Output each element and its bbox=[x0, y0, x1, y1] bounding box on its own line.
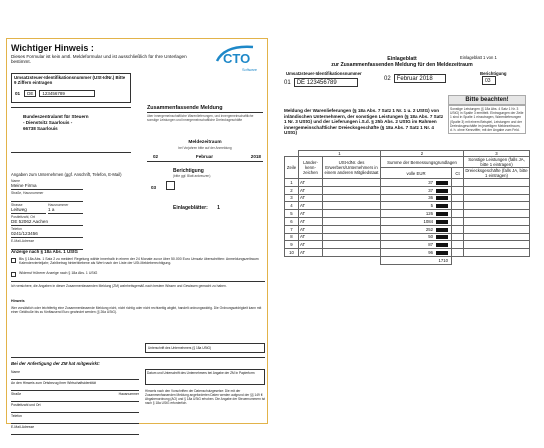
ustid-cell[interactable] bbox=[323, 179, 381, 187]
column-number: 1 bbox=[299, 151, 381, 157]
meldezeitraum-row bbox=[384, 74, 446, 83]
column-number: 2 bbox=[381, 151, 464, 157]
table-row bbox=[285, 186, 530, 194]
ustid-cell[interactable] bbox=[323, 217, 381, 225]
row-number: 1 bbox=[285, 179, 299, 187]
anzeige-option-2 bbox=[11, 271, 265, 277]
hint-text: Dieses Formular ist kein amtl. Meldeformular und ist ausschließlich für Ihre Unterlagen bestimmt. bbox=[11, 54, 187, 65]
assistant-section-title: Bei der Anfertigung der ZM hat mitgewirkt: bbox=[11, 361, 100, 366]
row-number: 4 bbox=[285, 202, 299, 210]
recipient-line-1: Bundeszentralamt für Steuern bbox=[23, 114, 89, 119]
ustid-cell[interactable] bbox=[323, 249, 381, 257]
declaration-text: Ich versichere, die Angaben in dieser Zusammenfassenden Meldung (ZM) wahrheitsgemäß nach bestem Wissen und Gewissen gemacht zu haben. bbox=[11, 284, 227, 288]
header-ustid: USt-IdNr. des Erwerbers/Unternehmers in einem anderen Mitgliedstaat bbox=[323, 157, 381, 179]
flag-cell[interactable] bbox=[464, 202, 530, 210]
company-fields bbox=[11, 179, 83, 251]
country-code-cell[interactable]: AT bbox=[299, 194, 323, 202]
ustid-cell[interactable] bbox=[323, 225, 381, 233]
phone-field[interactable]: 0241/123456 bbox=[11, 231, 83, 238]
header-zeile: Zeile bbox=[285, 157, 299, 179]
assistant-phone-field[interactable]: Telefon bbox=[11, 413, 139, 424]
header-betrag-unit: volle EUR bbox=[381, 168, 452, 179]
header-betrag: Summe der Bemessungsgrundlagen bbox=[381, 157, 464, 168]
amount-cell[interactable] bbox=[381, 202, 452, 210]
amount-cell[interactable] bbox=[381, 233, 452, 241]
row-number: 7 bbox=[285, 225, 299, 233]
flag-cell[interactable] bbox=[464, 241, 530, 249]
ustid-cell[interactable] bbox=[323, 241, 381, 249]
amount-cell[interactable] bbox=[381, 225, 452, 233]
country-code-cell[interactable]: AT bbox=[299, 241, 323, 249]
company-name-field[interactable]: Meine Firma bbox=[11, 183, 83, 190]
ust-id-label: Umsatzsteuer-Identifikationsnummer bbox=[286, 71, 362, 76]
ust-country-field[interactable]: DE bbox=[24, 90, 36, 97]
berichtigung-label: Berichtigung bbox=[480, 71, 507, 76]
field-label-phone: Telefon bbox=[11, 227, 22, 231]
row-number: 6 bbox=[285, 217, 299, 225]
row-number: 9 bbox=[285, 241, 299, 249]
notice-text: Sonstige Leistungen (§ 18a Abs. 4 Satz 1 Nr. 3 UStG) in Spalte 3 ermittelt. Eintragungen der Zeile 1 sind in Spalte 1 einzutragen, Warenlieferungen (Spalte 3) mit einem Beispiel, Leistungen und der Dreiecksgeschäfte im jeweiligen Meldezeitraum, d. h. ohne Kennziffer, mit der Angabe zum Feld. bbox=[448, 105, 526, 134]
amount-value: 96 bbox=[428, 250, 433, 256]
assistant-city-field[interactable]: Postleitzahl und Ort bbox=[11, 402, 139, 413]
ust-id-row bbox=[284, 78, 358, 87]
amount-value: 5 bbox=[430, 203, 433, 209]
amount-value: 126 bbox=[425, 211, 433, 217]
ust-code-label: 01 bbox=[15, 91, 21, 96]
meldezeitraum-year[interactable]: 2018 bbox=[250, 154, 261, 159]
recipient-address bbox=[11, 107, 131, 153]
cent-cell[interactable] bbox=[452, 249, 464, 257]
table-row bbox=[285, 217, 530, 225]
assistant-note-field[interactable]: An den Hinweis zum Ortsbezug ihrer Wirtschaftsidentität bbox=[11, 380, 139, 391]
cent-cell[interactable] bbox=[452, 217, 464, 225]
row-number: 2 bbox=[285, 186, 299, 194]
field-label-city: Postleitzahl, Ort bbox=[11, 215, 35, 219]
meldezeitraum-month[interactable]: Februar bbox=[195, 154, 213, 159]
header-laender: Länder-kenn-zeichen bbox=[299, 157, 323, 179]
cent-cell[interactable] bbox=[452, 233, 464, 241]
ust-id-title: Umsatzsteuer-Identifikationsnummer (USt-IdNr.) Bitte 9 Ziffern eintragen bbox=[14, 75, 126, 85]
table-row bbox=[285, 202, 530, 210]
flag-cell[interactable] bbox=[464, 210, 530, 218]
amount-cell[interactable] bbox=[381, 194, 452, 202]
amount-value: 37 bbox=[428, 187, 433, 193]
field-label-street-header: Straße, Hausnummer bbox=[11, 191, 44, 195]
anzeige-checkbox-2[interactable] bbox=[11, 272, 16, 277]
assistant-housenumber-label: Hausnummer bbox=[118, 392, 139, 396]
meldezeitraum-subtitle: bei Vorjahren bitte auf der Anmeldung bbox=[178, 146, 232, 150]
divider bbox=[147, 161, 263, 162]
assistant-email-field[interactable]: E-Mail-Adresse bbox=[11, 424, 139, 435]
logo-text: CTO bbox=[223, 51, 251, 66]
cto-logo-icon bbox=[215, 43, 259, 67]
street-field[interactable]: Leitweg bbox=[11, 207, 46, 214]
einlageblaetter bbox=[173, 205, 220, 211]
flag-cell[interactable] bbox=[464, 217, 530, 225]
city-field[interactable]: DE 52062 Aachen bbox=[11, 219, 83, 226]
row-number: 5 bbox=[285, 210, 299, 218]
meldezeitraum-row bbox=[153, 154, 261, 159]
cent-cell[interactable] bbox=[452, 194, 464, 202]
amount-value: 37 bbox=[428, 179, 433, 185]
einlageblatt-subtitle: zur Zusammenfassenden Meldung für den Meldezeitraum bbox=[331, 62, 473, 68]
field-label-email: E-Mail-Adresse bbox=[11, 239, 35, 243]
country-code-cell[interactable]: AT bbox=[299, 217, 323, 225]
field-label-housenumber: Hausnummer bbox=[48, 203, 69, 207]
notice-title: Bitte beachten! bbox=[448, 95, 526, 105]
cent-cell[interactable] bbox=[452, 225, 464, 233]
recipient-line-2: - Dienstsitz Saarlouis - bbox=[23, 120, 73, 126]
cent-cell[interactable] bbox=[452, 202, 464, 210]
table-row bbox=[285, 179, 530, 187]
table-row bbox=[285, 241, 530, 249]
ustid-cell[interactable] bbox=[323, 233, 381, 241]
hinweis-title: Hinweis bbox=[11, 299, 25, 303]
table-row bbox=[285, 225, 530, 233]
cent-cell[interactable] bbox=[452, 186, 464, 194]
berichtigung-checkbox[interactable] bbox=[166, 181, 175, 190]
ust-id-code: 01 bbox=[284, 79, 291, 86]
header-cent: Ct bbox=[452, 168, 464, 179]
flag-cell[interactable] bbox=[464, 225, 530, 233]
housenumber-field[interactable]: 1 a bbox=[48, 207, 83, 214]
anzeige-title: Anzeige nach § 18a Abs. 1 UStG bbox=[11, 249, 78, 254]
redacted-block bbox=[436, 181, 448, 185]
ustid-cell[interactable] bbox=[323, 186, 381, 194]
column-number: 3 bbox=[464, 151, 530, 157]
assistant-street-field[interactable] bbox=[11, 391, 139, 402]
sheet-counter: Einlageblatt 1 von 1 bbox=[460, 55, 497, 60]
main-form-page bbox=[6, 38, 268, 429]
zm-subtitle: über innergemeinschaftliche Warenlieferungen, und innergemeinschaftliche sonstige Leistungen und innergemeinschaftliche Dreiecksgeschäfte bbox=[147, 114, 254, 122]
cent-cell[interactable] bbox=[452, 210, 464, 218]
table-row bbox=[285, 249, 530, 257]
hinweis-text: Wer vorsätzlich oder leichtfertig eine Zusammenfassende Meldung nicht, nicht richtig oder nicht rechtzeitig abgibt, handelt ordnungswidrig. Die Ordnungswidrigkeit kann mit einer Geldbuße bis zu fünftausend Euro geahndet werden (§ 26a UStG). bbox=[11, 306, 262, 314]
einlageblatt-page bbox=[272, 38, 540, 424]
berichtigung-field[interactable]: 03 bbox=[482, 76, 496, 85]
meldezeitraum-code: 02 bbox=[153, 154, 159, 159]
table-row bbox=[285, 194, 530, 202]
recipient-line-3: 66738 Saarlouis bbox=[23, 126, 58, 132]
row-number: 3 bbox=[285, 194, 299, 202]
amount-cell[interactable] bbox=[381, 210, 452, 218]
ustid-cell[interactable] bbox=[323, 210, 381, 218]
redacted-block bbox=[436, 204, 448, 208]
redacted-block bbox=[436, 212, 448, 216]
field-label-name: Name bbox=[11, 179, 21, 183]
assistant-right-column bbox=[145, 369, 265, 405]
company-section-title: Angaben zum Unternehmen (ggf. Anschrift, Telefon, E-Mail) bbox=[11, 172, 122, 177]
amount-cell[interactable] bbox=[381, 186, 452, 194]
country-code-cell[interactable]: AT bbox=[299, 202, 323, 210]
flag-cell[interactable] bbox=[464, 249, 530, 257]
cent-cell[interactable] bbox=[452, 241, 464, 249]
anzeige-option-2-text: Widerruf früherer Anzeige nach § 18a Abs. 1 UStG bbox=[19, 271, 98, 275]
einlageblaetter-value[interactable]: 1 bbox=[217, 205, 220, 211]
divider bbox=[11, 357, 265, 358]
amount-value: 252 bbox=[425, 226, 433, 232]
amount-value: 36 bbox=[428, 195, 433, 201]
einlageblatt-title: Einlageblatt bbox=[387, 56, 417, 62]
assistant-street-label: Straße bbox=[11, 392, 22, 396]
report-table bbox=[284, 150, 530, 265]
ustid-cell[interactable] bbox=[323, 194, 381, 202]
redacted-block bbox=[436, 228, 448, 232]
country-code-cell[interactable]: AT bbox=[299, 225, 323, 233]
total-row bbox=[285, 256, 530, 264]
flag-cell[interactable] bbox=[464, 194, 530, 202]
amount-cell[interactable] bbox=[381, 241, 452, 249]
redacted-block bbox=[436, 196, 448, 200]
berichtigung-title: Berichtigung bbox=[173, 168, 204, 174]
cent-cell[interactable] bbox=[452, 179, 464, 187]
redacted-block bbox=[436, 251, 448, 255]
einlageblaetter-label: Einlageblätter: bbox=[173, 205, 208, 211]
logo-subtitle: Software bbox=[242, 68, 257, 72]
row-number: 10 bbox=[285, 249, 299, 257]
signature-box[interactable]: Unterschrift des Unternehmers (§ 18a UStG) bbox=[145, 343, 265, 353]
berichtigung-subtitle: (bitte ggf. Blatt ankreuzen) bbox=[173, 174, 211, 178]
ust-number-field[interactable]: 123456789 bbox=[39, 90, 95, 97]
amount-value: 87 bbox=[428, 242, 433, 248]
anzeige-checkbox-1[interactable] bbox=[11, 258, 16, 263]
redacted-block bbox=[436, 220, 448, 224]
table-row bbox=[285, 210, 530, 218]
table-row bbox=[285, 233, 530, 241]
header-dreieck: Dreiecksgeschäfte (falls JA, bitte 1 eintragen) bbox=[465, 168, 528, 178]
amount-cell[interactable] bbox=[381, 179, 452, 187]
flag-cell[interactable] bbox=[464, 179, 530, 187]
field-label-street: Strasse bbox=[11, 203, 23, 207]
amount-cell[interactable] bbox=[381, 249, 452, 257]
assistant-fields bbox=[11, 369, 139, 435]
meldezeitraum-title: Meldezeitraum bbox=[188, 140, 222, 145]
anzeige-option-1-text: Bis § 18a Abs. 1 Satz 2 zu melden! Regelung wähle innerhalb in einem der 24 Monate zuvor über 50.000 Euro Umsatz überschritten: Anmeldungszeitraum Kalendervierteljahr; Zahlbetrag hinterbliebene als Wert nach der Liste der USt-Meldeberechtigung. bbox=[19, 257, 259, 266]
ustid-cell[interactable] bbox=[323, 202, 381, 210]
flag-cell[interactable] bbox=[464, 233, 530, 241]
date-signature-box[interactable]: Datum und Unterschrift des Unternehmers bei Angabe der ZM in Papierform bbox=[145, 369, 265, 385]
street-header-field[interactable] bbox=[11, 195, 83, 202]
redacted-block bbox=[436, 243, 448, 247]
amount-value: 50 bbox=[428, 234, 433, 240]
anzeige-option-1 bbox=[11, 257, 265, 265]
amount-cell[interactable] bbox=[381, 217, 452, 225]
privacy-note: Hinweis nach den Vorschriften der Datenschutzgesetze: Die mit der Zusammenfassenden Meldung angeforderten Daten werden aufgrund der §§ 149 ff. Abgabenordnung (AO) und § 18a UStG erhoben. Die Angabe der Steuernummern ist nach § 18a UStG erforderlich. bbox=[145, 389, 265, 405]
hint-title: Wichtiger Hinweis : bbox=[11, 43, 94, 53]
redacted-block bbox=[436, 189, 448, 193]
zm-title: Zusammenfassende Meldung bbox=[147, 105, 263, 113]
header-sonstige: Sonstige Leistungen (falls JA, bitte 1 eintragen) bbox=[464, 157, 530, 168]
country-code-cell[interactable]: AT bbox=[299, 233, 323, 241]
country-code-cell[interactable]: AT bbox=[299, 249, 323, 257]
total-amount: 1710 bbox=[381, 256, 452, 264]
amount-value: 1084 bbox=[423, 218, 433, 224]
country-code-cell[interactable]: AT bbox=[299, 210, 323, 218]
meldezeitraum-field[interactable]: Februar 2018 bbox=[394, 74, 446, 83]
ust-id-field[interactable]: DE 123456789 bbox=[294, 78, 358, 87]
flag-cell[interactable] bbox=[464, 186, 530, 194]
country-code-cell[interactable]: AT bbox=[299, 186, 323, 194]
ust-id-box bbox=[11, 73, 131, 103]
report-description: Meldung der Warenlieferungen (§ 18a Abs. 7 Satz 1 Nr. 1 u. 2 UStG) von inländischen Unternehmern, der sonstigen Leistungen (§ 18a Abs. 7 Satz 1 Nr. 3 UStG) und der Lieferungen i.S.d. § 25b Abs. 2 UStG im Rahmen innergemeinschaftlicher Dreiecksgeschäfte (§ 18a Abs. 7 Satz 1 Nr. 4 UStG) bbox=[284, 108, 444, 136]
divider bbox=[11, 281, 265, 282]
meldezeitraum-code: 02 bbox=[384, 75, 391, 82]
row-number: 8 bbox=[285, 233, 299, 241]
country-code-cell[interactable]: AT bbox=[299, 179, 323, 187]
berichtigung-code: 03 bbox=[151, 185, 157, 190]
einlageblatt-heading bbox=[322, 56, 482, 68]
redacted-block bbox=[436, 235, 448, 239]
assistant-name-field[interactable]: Name bbox=[11, 369, 139, 380]
